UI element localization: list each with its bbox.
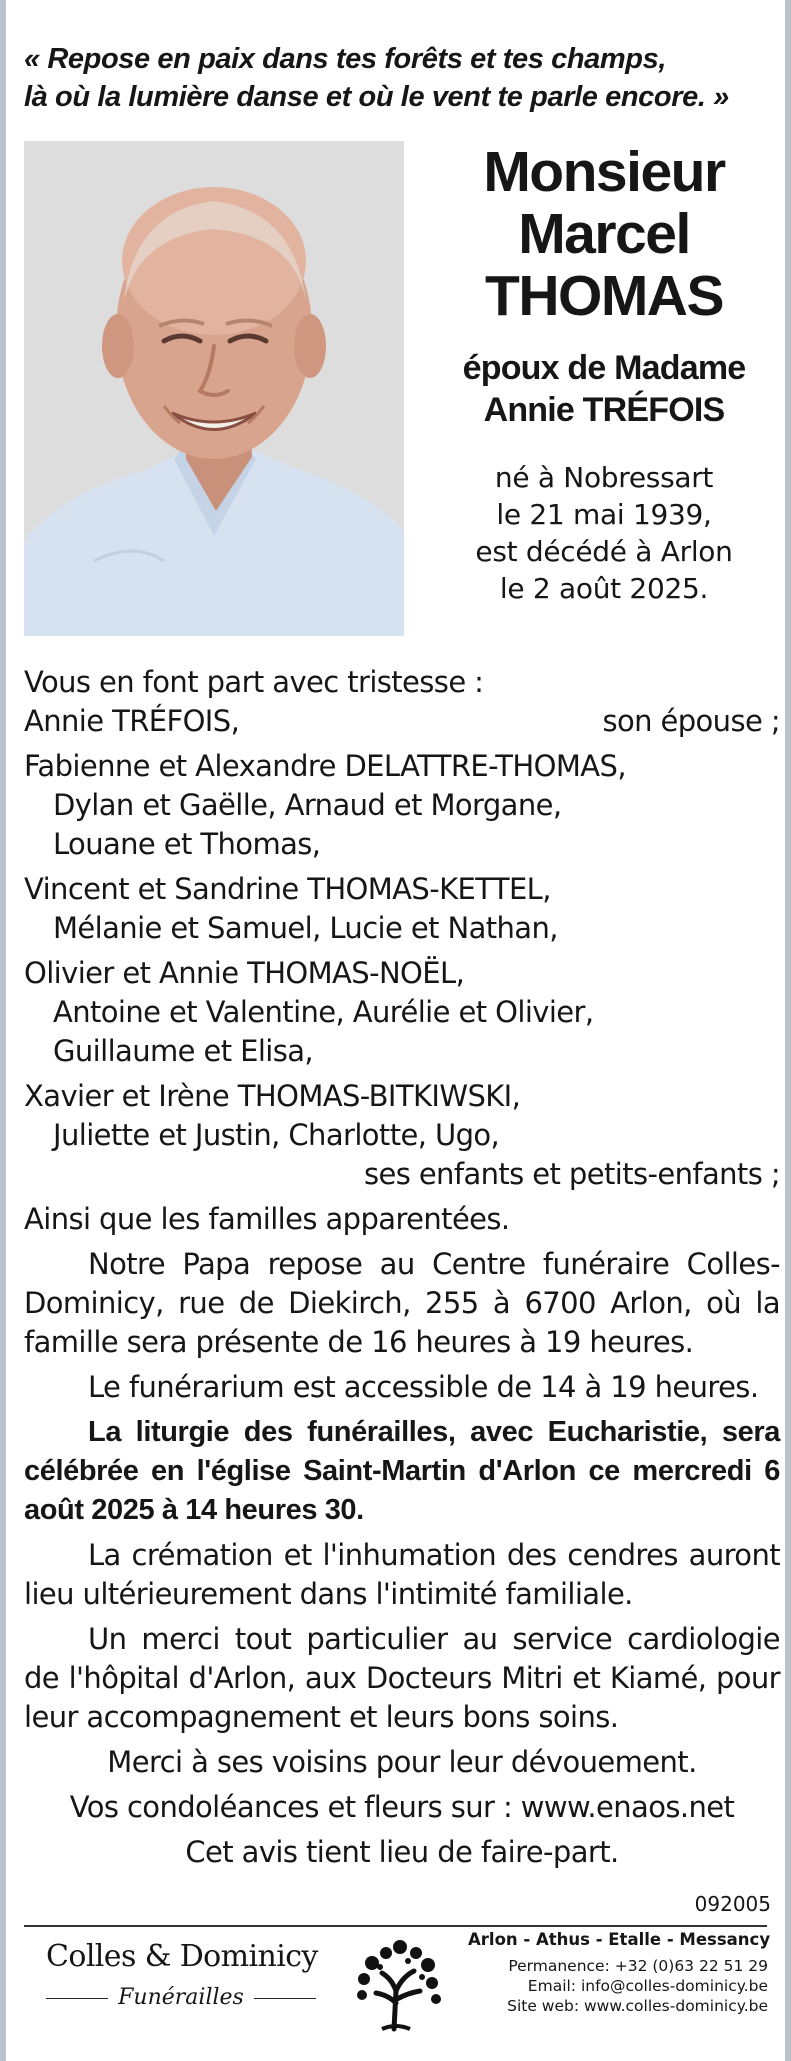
email-line: Email: info@colles-dominicy.be (527, 1977, 768, 1995)
website-line: Site web: www.colles-dominicy.be (507, 1997, 768, 2015)
deceased-name (426, 141, 782, 327)
family-group (24, 1077, 780, 1155)
footer-divider (24, 1925, 767, 1927)
funeral-home-name: Colles & Dominicy (46, 1939, 318, 1974)
birth-date: le 21 mai 1939, (496, 498, 712, 531)
spouse-line-2: Annie TRÉFOIS (483, 391, 725, 429)
subtitle-rule-left (46, 1998, 108, 1999)
liturgy-paragraph: La liturgie des funérailles, avec Eucharistie, sera célébrée en l'église Saint-Martin d'Arlon ce mercredi 6 août 2025 à 14 heures 30. (24, 1416, 780, 1526)
condolences-line: Vos condoléances et fleurs sur : www.enaos.net (69, 1790, 735, 1824)
family-head: Olivier et Annie THOMAS-NOËL, (24, 956, 465, 990)
phone-line: Permanence: +32 (0)63 22 51 29 (508, 1957, 768, 1975)
death-place: est décédé à Arlon (475, 535, 733, 568)
spouse-name: Annie TRÉFOIS, (24, 704, 240, 738)
funeral-home-contact (468, 1930, 771, 2016)
portrait-photo (24, 141, 404, 636)
portrait-illustration (24, 141, 404, 636)
family-children: Louane et Thomas, (53, 827, 321, 861)
spouse-relation: son épouse ; (602, 704, 780, 738)
reference-number: 092005 (694, 1892, 771, 1916)
tree-icon (342, 1933, 454, 2033)
funeral-home-subtitle-row (46, 1984, 316, 2012)
family-group (24, 747, 780, 864)
spouse-line-1: époux de Madame (462, 349, 746, 387)
family-children: Dylan et Gaëlle, Arnaud et Morgane, (53, 788, 562, 822)
family-head: Xavier et Irène THOMAS-BITKIWSKI, (24, 1079, 521, 1113)
family-head: Vincent et Sandrine THOMAS-KETTEL, (24, 872, 551, 906)
epitaph-quote (24, 40, 784, 116)
quote-line-2: là où la lumière danse et où le vent te parle encore. » (24, 81, 729, 113)
funeral-home-brand (46, 1938, 316, 2012)
family-children: Juliette et Justin, Charlotte, Ugo, (53, 1118, 500, 1152)
quote-line-1: « Repose en paix dans tes forêts et tes champs, (24, 43, 666, 75)
subtitle-rule-right (254, 1998, 316, 1999)
family-group (24, 954, 780, 1071)
death-date: le 2 août 2025. (499, 572, 709, 605)
hours-paragraph: Le funérarium est accessible de 14 à 19 heures. (88, 1370, 759, 1404)
first-name: Marcel (518, 202, 690, 266)
children-relation: ses enfants et petits-enfants ; (363, 1157, 780, 1191)
family-children: Antoine et Valentine, Aurélie et Olivier, (53, 995, 594, 1029)
spouse-block (426, 347, 782, 431)
family-head: Fabienne et Alexandre DELATTRE-THOMAS, (24, 749, 626, 783)
locations: Arlon - Athus - Etalle - Messancy (468, 1930, 771, 1949)
last-name: THOMAS (485, 264, 723, 328)
birth-death-block (426, 459, 782, 607)
rest-paragraph: Notre Papa repose au Centre funéraire Colles-Dominicy, rue de Diekirch, 255 à 6700 Arlon, où la famille sera présente de 16 heures à 19 heures. (24, 1247, 780, 1359)
notice-line: Cet avis tient lieu de faire-part. (185, 1835, 619, 1869)
family-group (24, 870, 780, 948)
spouse-row (24, 702, 780, 741)
honorific: Monsieur (483, 140, 725, 204)
funeral-home-subtitle: Funérailles (118, 1985, 244, 2010)
family-children: Mélanie et Samuel, Lucie et Nathan, (53, 911, 558, 945)
relatives-line: Ainsi que les familles apparentées. (24, 1202, 510, 1236)
birth-place: né à Nobressart (494, 461, 714, 494)
announcement-body (24, 663, 780, 1872)
deceased-identity (426, 141, 782, 607)
hospital-thanks-paragraph: Un merci tout particulier au service cardiologie de l'hôpital d'Arlon, aux Docteurs Mitri et Kiamé, pour leur accompagnement et leurs bons soins. (24, 1622, 780, 1734)
announcement-intro: Vous en font part avec tristesse : (24, 665, 484, 699)
family-children: Guillaume et Elisa, (53, 1034, 314, 1068)
neighbours-thanks: Merci à ses voisins pour leur dévouement. (107, 1745, 697, 1779)
cremation-paragraph: La crémation et l'inhumation des cendres auront lieu ultérieurement dans l'intimité familiale. (24, 1538, 780, 1611)
